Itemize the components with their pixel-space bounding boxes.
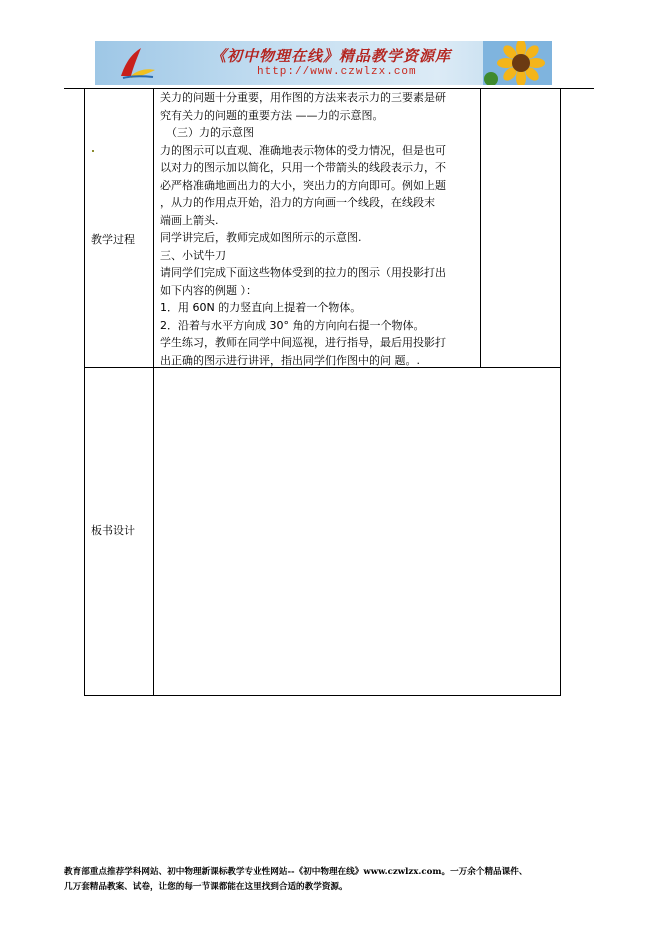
content-line: 如下内容的例题 ）： — [160, 283, 257, 297]
footer-line: 教育部重点推荐学科网站、初中物理新课标教学专业性网站--《初中物理在线》www.czwlzx.com。一万余个精品课件、 — [64, 867, 528, 877]
logo-icon — [117, 46, 157, 80]
page-footer — [64, 865, 527, 895]
content-line: 关力的问题十分重要，用作图的方法来表示力的三要素是研 — [160, 91, 446, 104]
sunflower-icon — [483, 41, 552, 85]
banner-url[interactable]: http://www.czwlzx.com — [257, 66, 417, 78]
table-bottom-border — [84, 695, 561, 696]
content-line: 力的图示可以直观、准确地表示物体的受力情况，但是也可 — [160, 143, 446, 157]
content-line: 请同学们完成下面这些物体受到的拉力的图示（用投影打出 — [160, 266, 446, 279]
footer-line: 几万套精品教案、试卷，让您的每一节课都能在这里找到合适的教学资源。 — [64, 882, 348, 892]
content-line: 端画上箭头. — [160, 213, 219, 227]
row-label-board-design: 板书设计 — [91, 524, 135, 537]
content-line: 学生练习，教师在同学中间巡视，进行指导，最后用投影打 — [160, 336, 446, 349]
row-label-teaching-process: 教学过程 — [91, 233, 135, 246]
content-line: 必严格准确地画出力的大小，突出力的方向即可。例如上题 — [160, 178, 446, 192]
content-line: 究有关力的问题的重要方法 ——力的示意图。 — [160, 108, 384, 122]
content-line: ，从力的作用点开始，沿力的方向画一个线段，在线段末 — [160, 196, 435, 209]
header-banner — [95, 41, 552, 85]
banner-title: 《初中物理在线》精品教学资源库 — [211, 47, 452, 65]
table-left-border — [84, 88, 85, 696]
exercise-item: 1．用 60N 的力竖直向上提着一个物体。 — [160, 301, 362, 314]
table-right-border — [560, 88, 561, 696]
stray-mark — [92, 150, 94, 152]
exercise-item: 2．沿着与水平方向成 30° 角的方向向右提一个物体。 — [160, 318, 425, 332]
content-line: 以对力的图示加以简化，只用一个带箭头的线段表示力，不 — [160, 161, 446, 174]
section-heading: 三、小试牛刀 — [160, 248, 226, 262]
section-heading: （三）力的示意图 — [166, 126, 254, 139]
teaching-process-content — [160, 89, 480, 369]
table-label-divider — [153, 88, 154, 696]
content-line: 同学讲完后，教师完成如图所示的示意图. — [160, 231, 362, 244]
content-line: 出正确的图示进行讲评，指出同学们作图中的问 题。. — [160, 353, 420, 367]
table-notes-divider — [480, 88, 481, 368]
